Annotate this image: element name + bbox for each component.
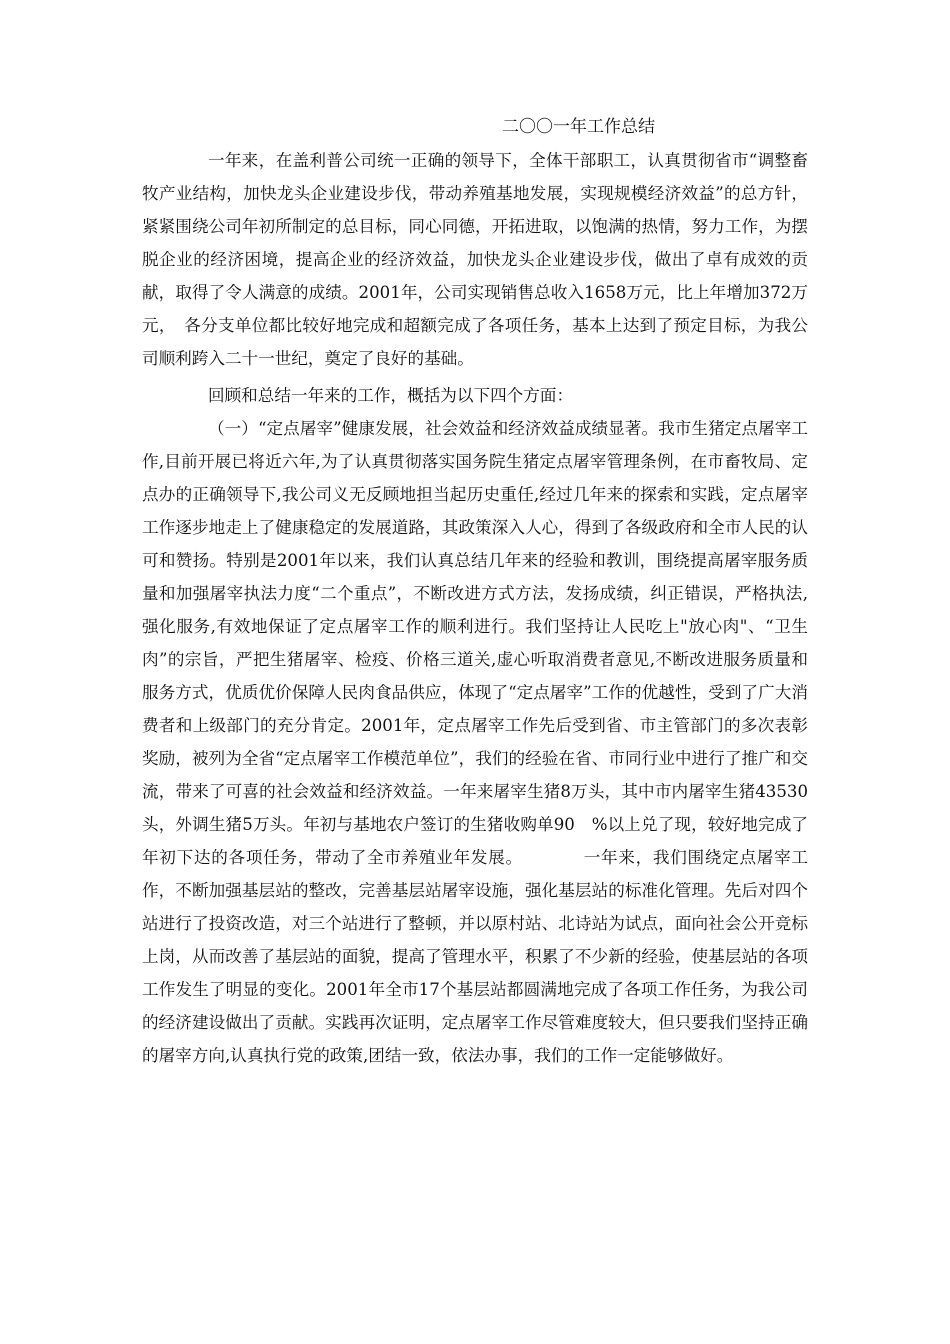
- overview-paragraph: 回顾和总结一年来的工作，概括为以下四个方面：: [208, 386, 574, 405]
- section-one-paragraph: （一）“定点屠宰”健康发展，社会效益和经济效益成绩显著。我市生猪定点屠宰工作,目前开展已将近六年,为了认真贯彻落实国务院生猪定点屠宰管理条例，在市畜牧局、定点办的正确领导下,我公司义无反顾地担当起历史重任,经过几年来的探索和实践，定点屠宰工作逐步地走上了健康稳定的发展道路，其政策深入人心，得到了各级政府和全市人民的认可和赞扬。特别是2001年以来，我们认真总结几年来的经验和教训，围绕提高屠宰服务质量和加强屠宰执法力度“二个重点”，不断改进方式方法，发扬成绩，纠正错误，严格执法,强化服务,有效地保证了定点屠宰工作的顺利进行。我们坚持让人民吃上"放心肉"、“卫生肉”的宗旨，严把生猪屠宰、检疫、价格三道关,虚心听取消费者意见,不断改进服务质量和服务方式，优质优价保障人民肉食品供应，体现了“定点屠宰”工作的优越性，受到了广大消费者和上级部门的充分肯定。2001年，定点屠宰工作先后受到省、市主管部门的多次表彰奖励，被列为全省“定点屠宰工作模范单位”，我们的经验在省、市同行业中进行了推广和交流，带来了可喜的社会效益和经济效益。一年来屠宰生猪8万头，其中市内屠宰生猪43530头，外调生猪5万头。年初与基地农户签订的生猪收购单90 %以上兑了现，较好地完成了年初下达的各项任务，带动了全市养殖业年发展。 一年来，我们围绕定点屠宰工作，不断加强基层站的整改，完善基层站屠宰设施，强化基层站的标准化管理。先后对四个站进行了投资改造，对三个站进行了整顿，并以原村站、北诗站为试点，面向社会公开竞标上岗，从而改善了基层站的面貌，提高了管理水平，积累了不少新的经验，使基层站的各项工作发生了明显的变化。2001年全市17个基层站都圆满地完成了各项工作任务，为我公司的经济建设做出了贡献。实践再次证明，定点屠宰工作尽管难度较大，但只要我们坚持正确的屠宰方向,认真执行党的政策,团结一致，依法办事，我们的工作一定能够做好。: [142, 419, 808, 1065]
- document-page: [142, 110, 808, 1072]
- document-title: 二〇〇一年工作总结: [502, 117, 655, 137]
- intro-paragraph: 一年来，在盖利普公司统一正确的领导下，全体干部职工，认真贯彻省市“调整畜牧产业结构，加快龙头企业建设步伐，带动养殖基地发展，实现规模经济效益”的总方针，紧紧围绕公司年初所制定的总目标，同心同德，开拓进取，以饱满的热情，努力工作，为摆脱企业的经济困境，提高企业的经济效益，加快龙头企业建设步伐，做出了卓有成效的贡献，取得了令人满意的成绩。2001年，公司实现销售总收入1658万元，比上年增加372万元， 各分支单位都比较好地完成和超额完成了各项任务，基本上达到了预定目标，为我公司顺利跨入二十一世纪，奠定了良好的基础。: [142, 151, 808, 368]
